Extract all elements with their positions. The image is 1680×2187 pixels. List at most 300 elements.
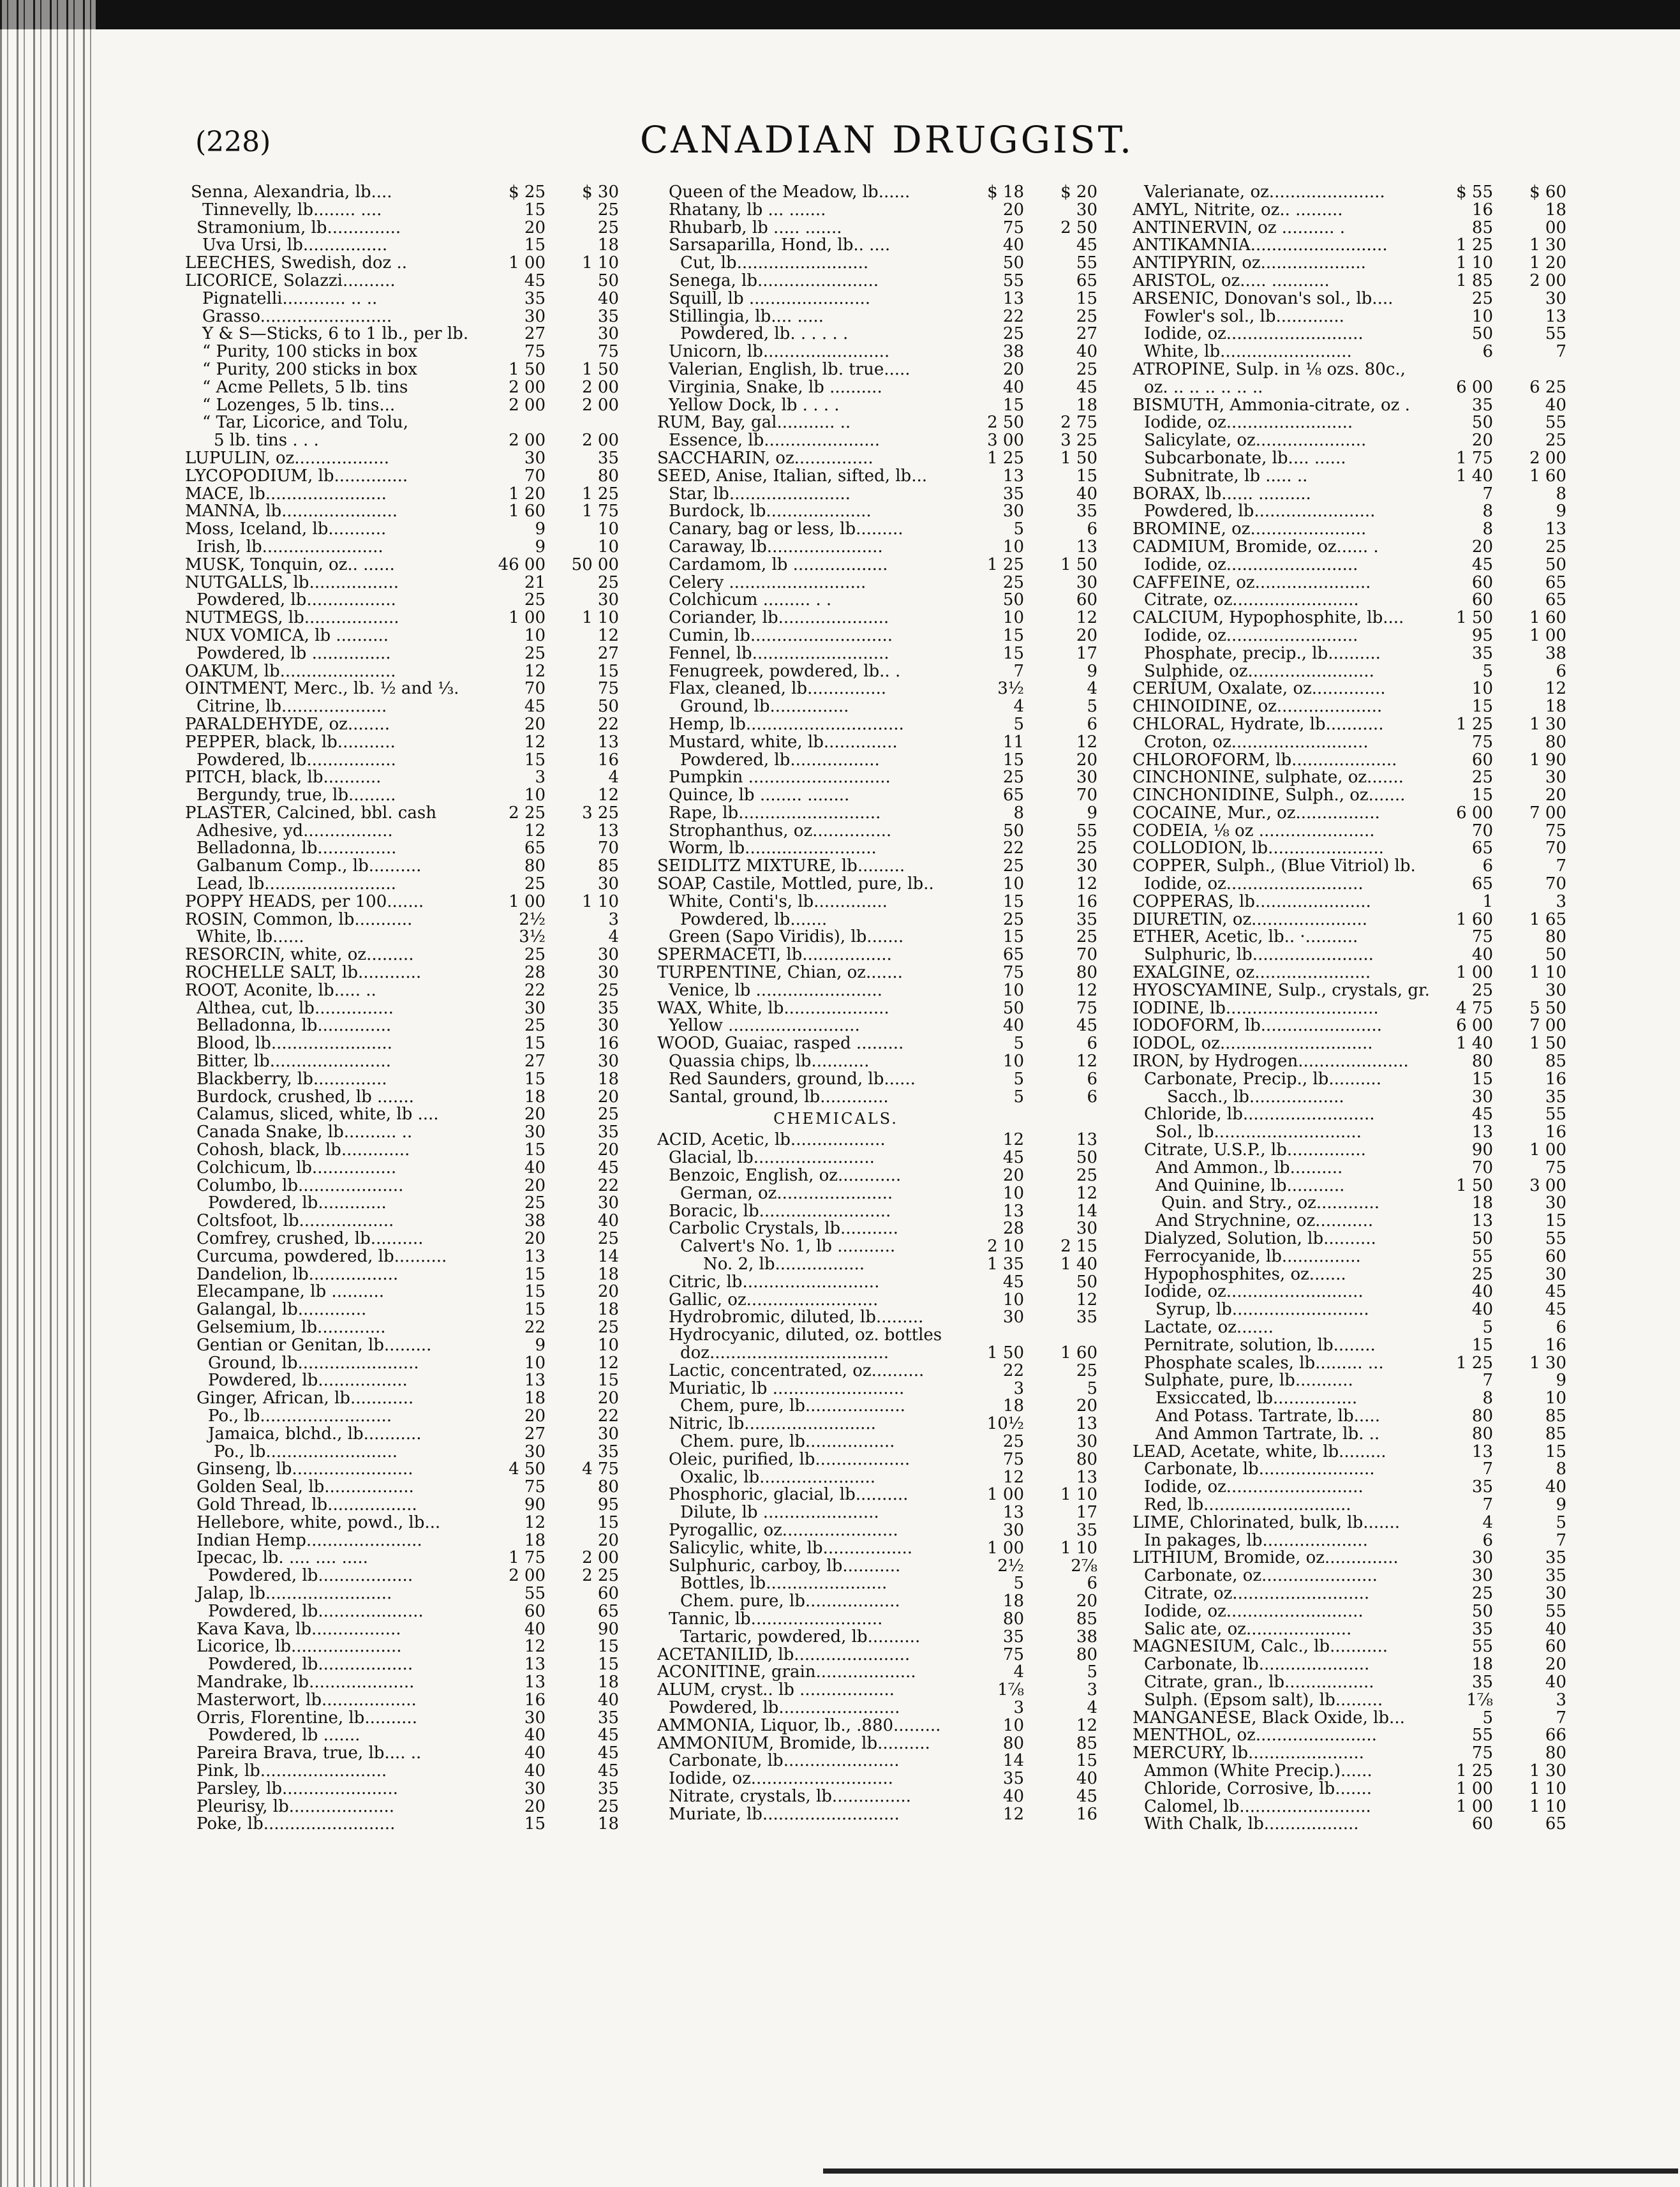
price-high: 80 — [597, 1477, 619, 1497]
price-low: 30 — [1002, 502, 1024, 521]
price-row — [185, 539, 670, 556]
price-low: 1 10 — [1456, 253, 1493, 273]
item-name: Dandelion, lb................. — [197, 1265, 399, 1284]
price-low: 7 — [1013, 661, 1024, 681]
item-name: Comfrey, crushed, lb.......... — [197, 1230, 424, 1248]
price-row — [185, 1479, 670, 1497]
price-high: 30 — [597, 945, 619, 965]
price-high: 1 25 — [582, 484, 619, 504]
price-high: 30 — [1076, 1219, 1097, 1239]
price-high: 30 — [597, 874, 619, 894]
price-high: 3 25 — [1060, 431, 1097, 451]
price-row — [1133, 698, 1617, 716]
price-low: 13 — [1471, 1211, 1493, 1231]
price-low: 13 — [524, 1672, 546, 1692]
price-high: 25 — [1076, 839, 1097, 858]
price-low: 95 — [1471, 625, 1493, 645]
price-low: 12 — [524, 1512, 546, 1532]
price-high: 50 00 — [571, 555, 619, 574]
item-name: MENTHOL, oz....................... — [1133, 1727, 1377, 1745]
price-low: 1⅞ — [997, 1680, 1024, 1700]
price-high: 12 — [1076, 1290, 1097, 1310]
item-name: OAKUM, lb...................... — [185, 662, 396, 681]
price-high: 65 — [1545, 1814, 1566, 1834]
price-low: 18 — [1002, 1592, 1024, 1611]
item-name: CHINOIDINE, oz.................... — [1133, 698, 1383, 716]
price-low: 35 — [1471, 643, 1493, 663]
price-row — [185, 1319, 670, 1337]
price-high: 2 25 — [582, 1566, 619, 1586]
item-name: Senna, Alexandria, lb.... — [191, 184, 392, 202]
item-name: Quin. and Stry., oz............ — [1161, 1195, 1380, 1213]
price-row — [185, 1106, 670, 1124]
price-high: 50 — [597, 271, 619, 290]
price-row — [185, 1763, 670, 1780]
price-row — [1133, 1780, 1617, 1798]
price-low: 10 — [524, 786, 546, 805]
price-low: 2 00 — [509, 395, 546, 415]
price-high: 1 60 — [1529, 466, 1566, 486]
price-high: 85 — [1545, 1424, 1566, 1444]
price-low: 55 — [524, 1583, 546, 1603]
item-name: Cut, lb......................... — [680, 255, 869, 272]
price-high: 55 — [1545, 324, 1566, 344]
price-row — [1133, 1674, 1617, 1692]
price-high: 40 — [597, 288, 619, 308]
item-name: PITCH, black, lb........... — [185, 769, 382, 787]
price-high: 12 — [1076, 732, 1097, 752]
item-name: OINTMENT, Merc., lb. ½ and ⅓. — [185, 680, 459, 699]
price-high: 22 — [597, 714, 619, 734]
price-low: 16 — [524, 1690, 546, 1710]
price-row — [185, 1372, 670, 1390]
item-name: Star, lb....................... — [669, 485, 851, 504]
price-row — [1133, 521, 1617, 539]
price-low: 20 — [524, 1406, 546, 1426]
item-name: Glacial, lb....................... — [669, 1149, 875, 1168]
price-row — [657, 1167, 1142, 1185]
price-high: 30 — [597, 1052, 619, 1071]
price-high: 16 — [1545, 1335, 1566, 1355]
price-high: 45 — [597, 1726, 619, 1745]
price-row — [1133, 556, 1617, 574]
price-row — [185, 574, 670, 592]
price-row — [657, 361, 1142, 379]
price-row — [657, 432, 1142, 450]
price-row — [1133, 1053, 1617, 1071]
price-row — [185, 361, 670, 379]
item-name: SOAP, Castile, Mottled, pure, lb.. — [657, 876, 934, 893]
price-low: 45 — [1471, 1105, 1493, 1124]
price-high: 5 — [1087, 1378, 1097, 1398]
price-row — [657, 343, 1142, 361]
price-row — [657, 1220, 1142, 1238]
price-low: 70 — [1471, 1158, 1493, 1177]
price-low: 10 — [1002, 608, 1024, 628]
price-high: 45 — [1076, 1016, 1097, 1036]
price-high: 20 — [1076, 625, 1097, 645]
price-row — [1133, 592, 1617, 609]
price-low: 13 — [1471, 1442, 1493, 1461]
item-name: Dialyzed, Solution, lb.......... — [1144, 1230, 1376, 1248]
price-high: 65 — [1545, 590, 1566, 610]
price-row — [1133, 1710, 1617, 1728]
price-high: 2 50 — [1060, 218, 1097, 237]
price-low: 7 — [1482, 1371, 1493, 1391]
price-low: 10 — [524, 1353, 546, 1373]
page-bottom-rule — [823, 2168, 1678, 2174]
item-name: Oxalic, lb...................... — [680, 1468, 875, 1487]
item-name: Pignatelli............ .. .. — [202, 290, 378, 308]
price-row — [185, 1337, 670, 1355]
price-row — [1133, 1248, 1617, 1266]
price-low: 38 — [1002, 342, 1024, 362]
item-name: doz.................................. — [680, 1345, 889, 1362]
price-low: 2 00 — [509, 431, 546, 451]
item-name: ROCHELLE SALT, lb............ — [185, 964, 422, 982]
item-name: Orris, Florentine, lb.......... — [197, 1709, 417, 1728]
price-high: 60 — [1545, 1637, 1566, 1657]
price-high: 15 — [597, 1637, 619, 1657]
price-row — [657, 272, 1142, 290]
item-name: ETHER, Acetic, lb.. ·.......... — [1133, 929, 1358, 947]
price-low: 55 — [1471, 1246, 1493, 1266]
price-low: 35 — [1002, 1627, 1024, 1646]
price-low: 18 — [1471, 1193, 1493, 1213]
price-high: 30 — [597, 1193, 619, 1213]
price-row — [185, 1177, 670, 1195]
price-low: 22 — [524, 1318, 546, 1337]
item-name: BISMUTH, Ammonia-citrate, oz . — [1133, 396, 1410, 415]
price-low: 1 40 — [1456, 466, 1493, 486]
price-low: 20 — [524, 1796, 546, 1816]
item-name: And Quinine, lb........... — [1156, 1177, 1345, 1195]
price-row — [1133, 1514, 1617, 1532]
price-row — [185, 1621, 670, 1639]
price-low: 12 — [1002, 1804, 1024, 1824]
item-name: Belladonna, lb............... — [197, 840, 397, 858]
price-high: 80 — [597, 466, 619, 486]
price-high: 1 10 — [582, 253, 619, 273]
price-row — [185, 1017, 670, 1035]
price-row — [1133, 1372, 1617, 1390]
item-name: Strophanthus, oz............... — [669, 822, 892, 840]
price-low: 12 — [1002, 1130, 1024, 1150]
item-name: Bottles, lb....................... — [680, 1575, 888, 1594]
price-high: 65 — [1545, 572, 1566, 592]
item-name: RESORCIN, white, oz......... — [185, 946, 414, 965]
item-name: Caraway, lb...................... — [669, 538, 883, 556]
price-low: 75 — [1002, 218, 1024, 237]
price-low: 13 — [524, 1246, 546, 1266]
price-row — [657, 1149, 1142, 1167]
price-row — [1133, 1567, 1617, 1585]
price-low: 1 00 — [987, 1485, 1024, 1505]
price-low: 20 — [524, 1176, 546, 1195]
price-row — [657, 1575, 1142, 1593]
binding-edge — [0, 0, 96, 2187]
item-name: TURPENTINE, Chian, oz....... — [657, 964, 903, 982]
price-high: 6 25 — [1529, 377, 1566, 397]
price-low: 7 — [1482, 1459, 1493, 1479]
price-low: 25 — [1002, 856, 1024, 876]
price-row — [1133, 680, 1617, 698]
item-name: Virginia, Snake, lb .......... — [669, 378, 882, 397]
price-row — [185, 432, 670, 450]
item-name: SEIDLITZ MIXTURE, lb......... — [657, 858, 905, 876]
price-row — [185, 734, 670, 752]
price-row — [185, 272, 670, 290]
price-high: 30 — [1076, 200, 1097, 220]
price-row — [657, 663, 1142, 681]
price-low: 25 — [1002, 909, 1024, 929]
price-low: 15 — [524, 1300, 546, 1320]
item-name: BROMINE, oz...................... — [1133, 521, 1367, 539]
item-name: Exsiccated, lb................ — [1156, 1390, 1358, 1408]
price-row — [185, 556, 670, 574]
price-high: 35 — [1545, 1566, 1566, 1586]
price-row — [185, 858, 670, 876]
item-name: Syrup, lb.......................... — [1156, 1301, 1369, 1319]
price-low: 75 — [1002, 1645, 1024, 1664]
price-row — [1133, 1745, 1617, 1763]
item-name: No. 2, lb................. — [703, 1256, 865, 1274]
price-row — [1133, 805, 1617, 823]
price-high: 20 — [597, 1530, 619, 1550]
price-low: 30 — [524, 306, 546, 326]
item-name: PARALDEHYDE, oz........ — [185, 715, 390, 734]
price-high: 6 — [1087, 714, 1097, 734]
price-row — [185, 787, 670, 805]
item-name: Chem. pure, lb.................. — [680, 1593, 900, 1611]
item-name: And Potass. Tartrate, lb..... — [1156, 1407, 1380, 1426]
item-name: Hydrocyanic, diluted, oz. bottles — [669, 1327, 942, 1345]
price-high: 85 — [1076, 1733, 1097, 1753]
price-high: 20 — [1545, 786, 1566, 805]
price-high: 1 75 — [582, 502, 619, 521]
price-low: 50 — [1002, 998, 1024, 1018]
item-name: Burdock, lb.................... — [669, 503, 872, 521]
item-name: Canada Snake, lb.......... .. — [197, 1124, 413, 1142]
price-low: 1 25 — [1456, 235, 1493, 255]
price-row — [657, 1203, 1142, 1221]
price-low: 1⅞ — [1466, 1690, 1493, 1710]
price-high: 20 — [597, 1140, 619, 1160]
item-name: Cardamom, lb .................. — [669, 556, 888, 574]
item-name: Galbanum Comp., lb.......... — [197, 858, 422, 876]
price-row — [1133, 823, 1617, 840]
item-name: Po., lb......................... — [208, 1407, 392, 1426]
price-row — [1133, 220, 1617, 237]
price-row — [1133, 1656, 1617, 1674]
price-row — [657, 1131, 1142, 1149]
price-row — [657, 1256, 1142, 1274]
item-name: Quassia chips, lb........... — [669, 1053, 870, 1071]
item-name: Curcuma, powdered, lb.......... — [197, 1248, 447, 1266]
price-low: 28 — [1002, 1219, 1024, 1239]
price-row — [1133, 876, 1617, 893]
price-row — [1133, 1798, 1617, 1816]
item-name: Iodide, oz......................... — [1144, 627, 1358, 645]
price-row — [1133, 1816, 1617, 1833]
item-name: ACETANILID, lb...................... — [657, 1646, 911, 1664]
price-row — [1133, 769, 1617, 787]
price-row — [185, 1674, 670, 1692]
price-low: 6 — [1482, 1530, 1493, 1550]
price-row — [185, 414, 670, 432]
price-high: 38 — [1076, 1627, 1097, 1646]
price-low: 25 — [1002, 768, 1024, 787]
price-high: 20 — [1076, 1396, 1097, 1416]
price-high: 4 — [608, 927, 619, 947]
price-low: 55 — [1471, 1637, 1493, 1657]
price-row — [1133, 946, 1617, 964]
page-top-rule — [0, 0, 1680, 29]
price-high: 8 — [1556, 484, 1566, 504]
price-row — [657, 769, 1142, 787]
price-high: 40 — [1545, 1672, 1566, 1692]
item-name: Columbo, lb.................... — [197, 1177, 404, 1195]
item-name: COPPER, Sulph., (Blue Vitriol) lb. — [1133, 858, 1416, 876]
item-name: Iodide, oz.......................... — [1144, 325, 1364, 344]
price-low: 10 — [1002, 1183, 1024, 1203]
price-row — [1133, 1035, 1617, 1053]
price-high: 20 — [597, 1087, 619, 1107]
price-low: 35 — [1471, 395, 1493, 415]
item-name: Ferrocyanide, lb............... — [1144, 1248, 1361, 1266]
price-row — [185, 1355, 670, 1373]
price-row — [185, 202, 670, 220]
price-low: 15 — [1471, 697, 1493, 717]
price-row — [1133, 1603, 1617, 1621]
price-high: 18 — [1076, 395, 1097, 415]
item-name: Ginseng, lb....................... — [197, 1461, 413, 1479]
item-name: ALUM, cryst.. lb .................. — [657, 1682, 895, 1699]
price-low: 30 — [524, 1442, 546, 1461]
price-row — [1133, 1532, 1617, 1550]
price-row — [1133, 1160, 1617, 1177]
price-low: 1 60 — [509, 502, 546, 521]
price-high: 55 — [1545, 1229, 1566, 1249]
price-low: 12 — [524, 732, 546, 752]
price-low: 5 — [1482, 661, 1493, 681]
price-high: 30 — [1545, 1583, 1566, 1603]
item-name: Uva Ursi, lb................ — [202, 237, 388, 255]
price-low: 5 — [1013, 1069, 1024, 1089]
price-low: 13 — [524, 1371, 546, 1391]
price-high: 70 — [1076, 945, 1097, 965]
price-low: 15 — [524, 1282, 546, 1302]
item-name: RUM, Bay, gal........... .. — [657, 414, 851, 433]
price-row — [657, 1752, 1142, 1770]
price-row — [657, 1415, 1142, 1433]
price-low: 25 — [1471, 288, 1493, 308]
price-high: 75 — [1076, 998, 1097, 1018]
price-high: 4 — [608, 768, 619, 787]
price-row — [185, 1000, 670, 1018]
item-name: ROOT, Aconite, lb..... .. — [185, 982, 376, 1000]
item-name: IODINE, lb............................. — [1133, 999, 1379, 1018]
price-low: 20 — [1471, 537, 1493, 556]
item-name: Essence, lb...................... — [669, 432, 881, 450]
price-row — [185, 1195, 670, 1213]
price-low: 30 — [1002, 1308, 1024, 1327]
price-low: 1 50 — [987, 1343, 1024, 1362]
price-low: 80 — [1471, 1406, 1493, 1426]
item-name: Masterwort, lb.................. — [197, 1691, 417, 1710]
price-low: 15 — [524, 1069, 546, 1089]
price-row — [1133, 1177, 1617, 1195]
price-high: 30 — [1545, 288, 1566, 308]
price-low: 15 — [524, 1034, 546, 1054]
item-name: Rhubarb, lb ..... ....... — [669, 219, 842, 237]
price-low: 40 — [1002, 377, 1024, 397]
item-name: Kava Kava, lb................. — [197, 1620, 401, 1639]
price-high: 2⅞ — [1071, 1556, 1097, 1576]
price-row — [1133, 1638, 1617, 1656]
price-low: 4 50 — [509, 1459, 546, 1479]
item-name: Galangal, lb............. — [197, 1301, 367, 1319]
item-name: In pakages, lb.................... — [1144, 1532, 1368, 1550]
price-low: $ 55 — [1456, 183, 1493, 202]
price-row — [657, 645, 1142, 663]
item-name: MUSK, Tonquin, oz.. ...... — [185, 556, 395, 574]
price-low: 50 — [1471, 1601, 1493, 1621]
item-name: Blackberry, lb.............. — [197, 1070, 387, 1089]
item-name: CAFFEINE, oz...................... — [1133, 574, 1371, 592]
item-name: Pernitrate, solution, lb........ — [1144, 1336, 1376, 1355]
item-name: Bitter, lb....................... — [197, 1053, 391, 1071]
price-high: 50 — [1076, 1148, 1097, 1168]
price-high: 7 00 — [1529, 803, 1566, 823]
item-name: Muriatic, lb ......................... — [669, 1380, 905, 1398]
price-high: 20 — [1076, 1592, 1097, 1611]
price-row — [1133, 255, 1617, 272]
price-row — [185, 1461, 670, 1479]
price-high: 35 — [1545, 1087, 1566, 1107]
price-low: 10 — [1002, 1715, 1024, 1735]
price-high: 6 — [1556, 661, 1566, 681]
item-name: Worm, lb......................... — [669, 840, 877, 858]
item-name: CALCIUM, Hypophosphite, lb.... — [1133, 609, 1404, 627]
price-row — [185, 982, 670, 1000]
item-name: NUTGALLS, lb................. — [185, 574, 399, 592]
price-row — [657, 893, 1142, 911]
price-high: 25 — [597, 200, 619, 220]
price-high: 3 25 — [582, 803, 619, 823]
item-name: Sol., lb............................ — [1156, 1124, 1362, 1142]
price-low: 1 50 — [1456, 608, 1493, 628]
price-high: 16 — [597, 750, 619, 770]
item-name: “ Lozenges, 5 lb. tins... — [202, 396, 396, 415]
price-low: 13 — [1002, 1503, 1024, 1523]
price-row — [1133, 734, 1617, 752]
price-low: 65 — [524, 839, 546, 858]
price-row — [1133, 663, 1617, 681]
item-name: ANTIKAMNIA.......................... — [1133, 237, 1388, 255]
price-row — [185, 1532, 670, 1550]
item-name: 5 lb. tins . . . — [214, 432, 319, 450]
price-low: 12 — [524, 661, 546, 681]
item-name: “ Purity, 200 sticks in box — [202, 361, 417, 379]
price-high: 12 — [597, 625, 619, 645]
price-row — [657, 627, 1142, 645]
price-low: 60 — [1471, 750, 1493, 770]
price-row — [185, 1390, 670, 1408]
price-low: 15 — [1002, 892, 1024, 911]
price-high: 35 — [1076, 1520, 1097, 1540]
item-name: COCAINE, Mur., oz................ — [1133, 804, 1380, 823]
